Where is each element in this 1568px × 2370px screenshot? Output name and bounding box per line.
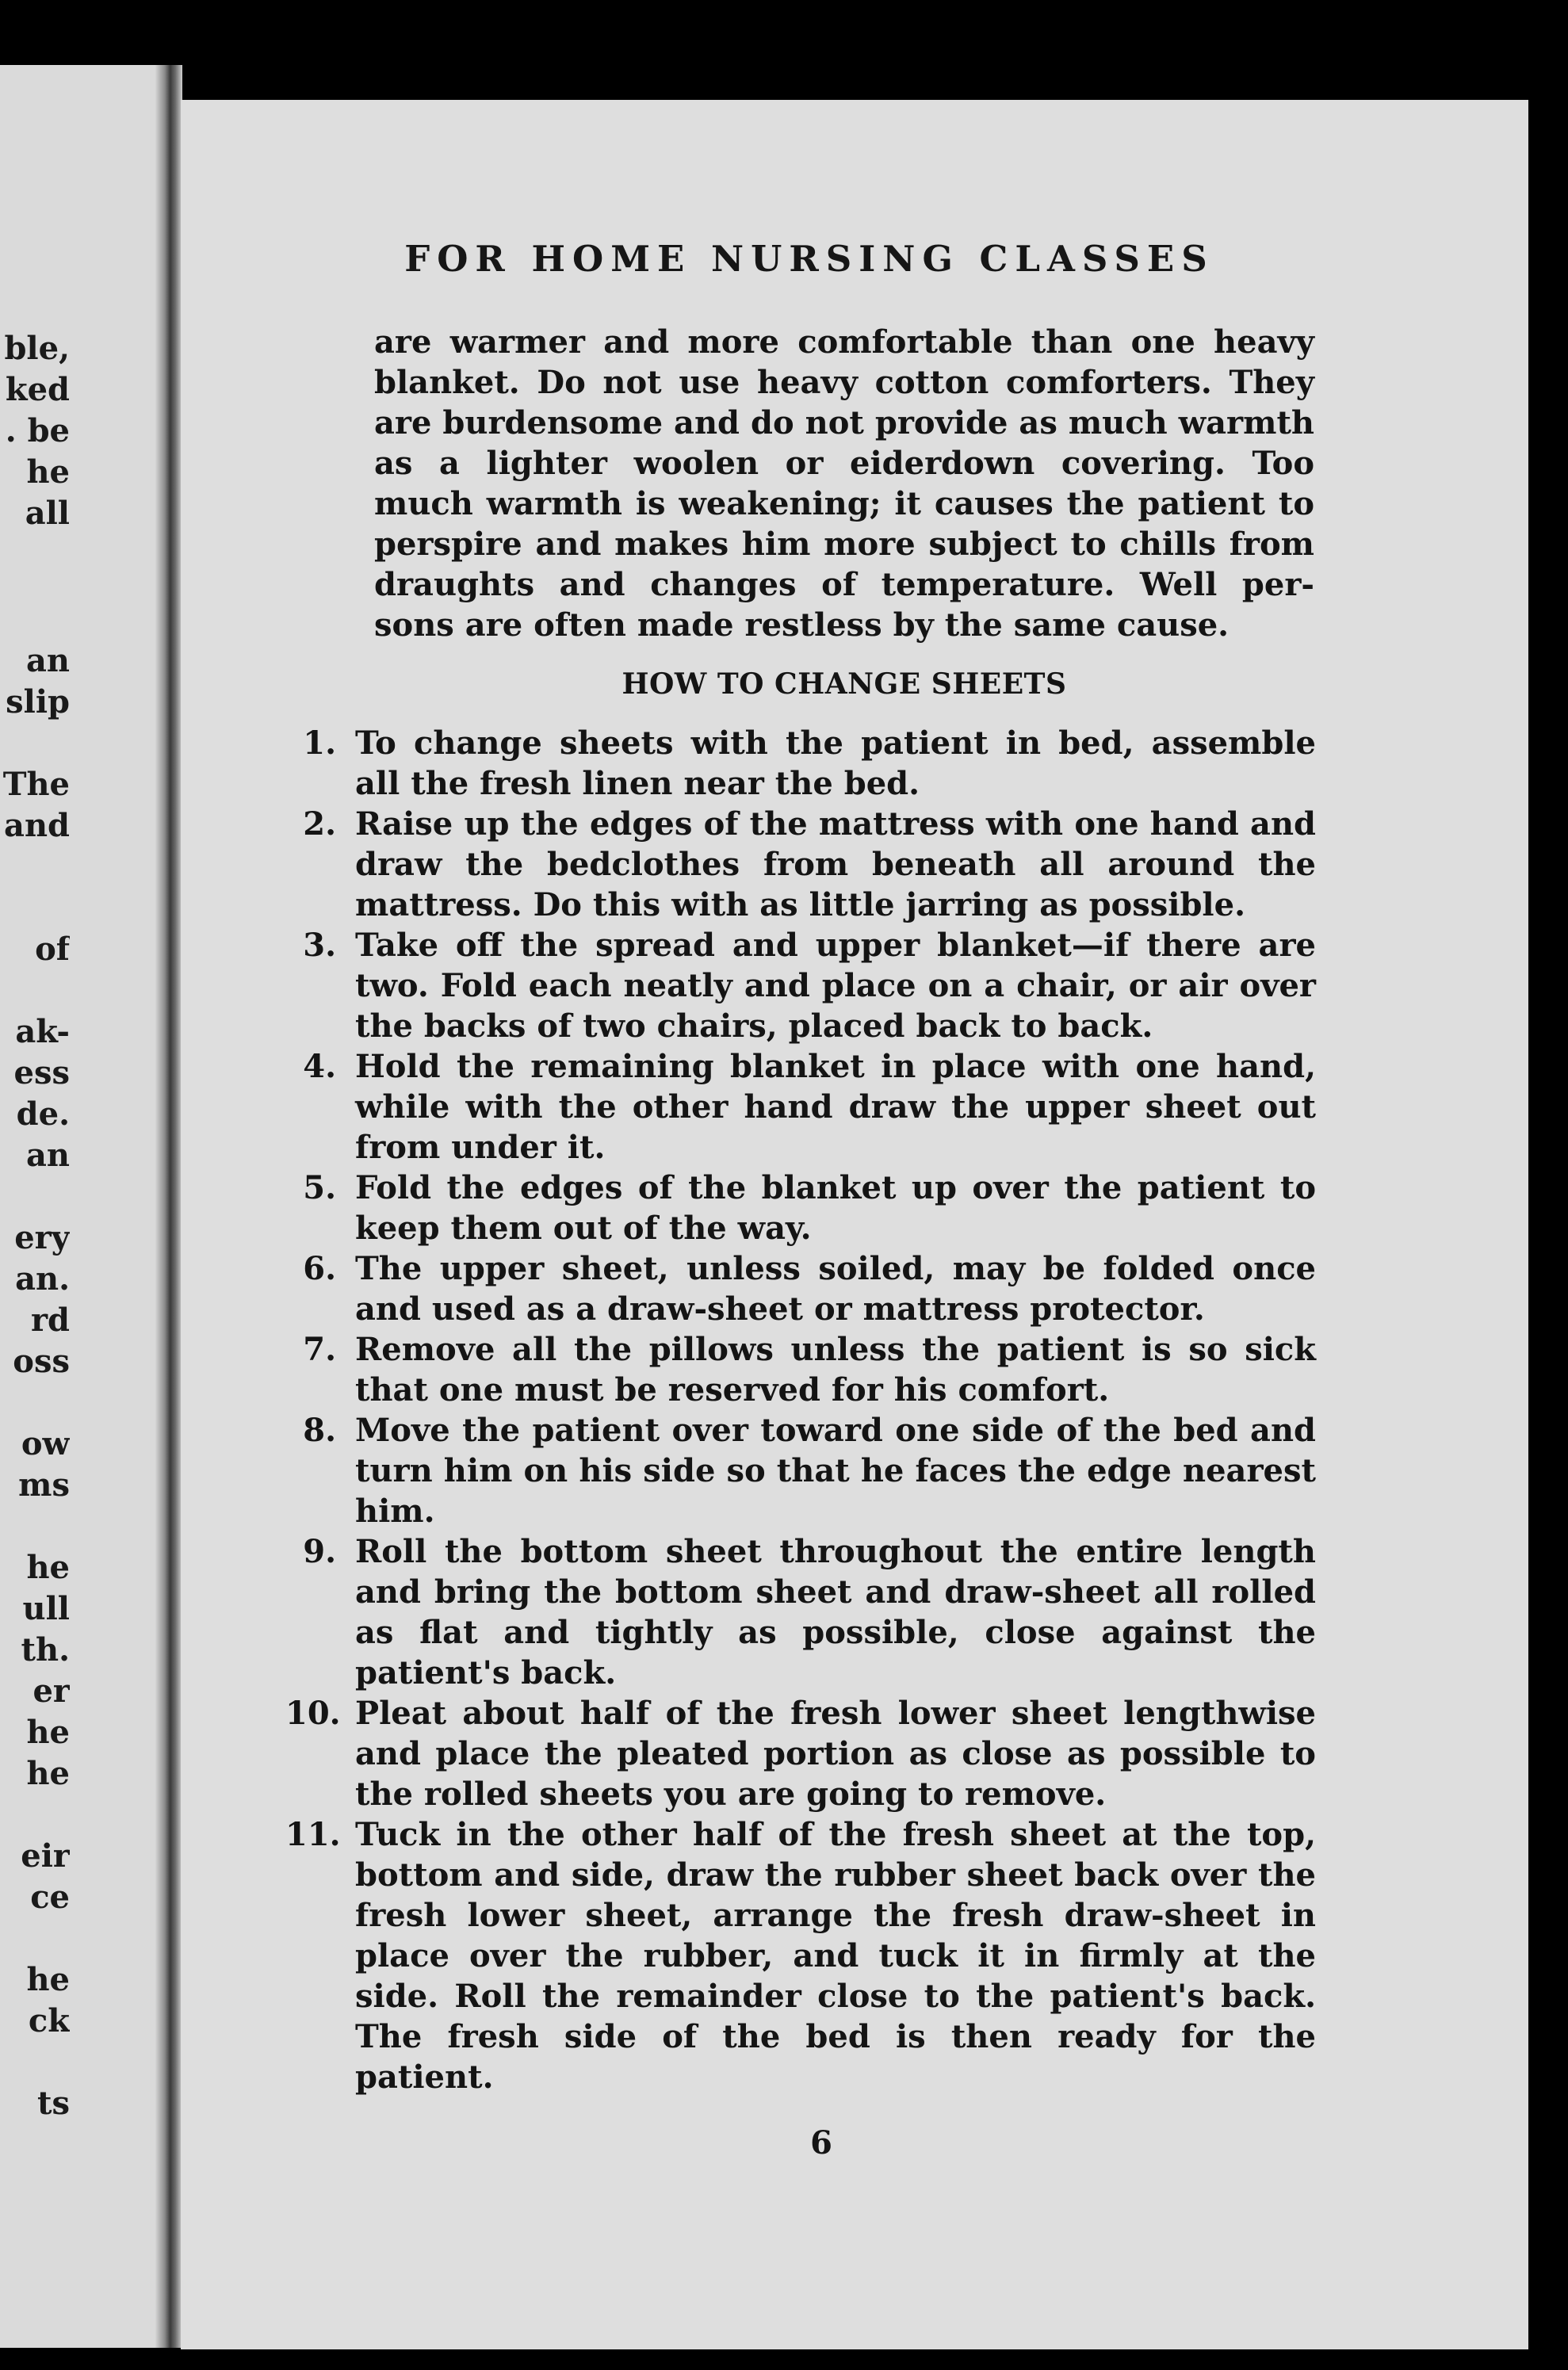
left-fragment: oss (13, 1343, 70, 1380)
list-item (285, 1531, 1316, 1693)
left-fragment: slip (6, 683, 70, 721)
left-fragment: he (26, 1961, 70, 1998)
intro-line: much warmth is weakening; it causes the patient to (374, 485, 1314, 522)
step-text: Hold the remaining blanket in place with one hand, while with the other hand draw the upper sheet out from under it. (355, 1048, 1316, 1166)
step-number: 1. (303, 724, 336, 762)
step-text: Tuck in the other half of the fresh sheet at the top, bottom and side, draw the rubber sheet back over the fresh lower sheet, arrange the fresh draw-sheet in place over the rubber, and tuck it in firmly at the side. Roll the remainder close to the patient's back. The fresh side of the bed is then ready for the patient. (355, 1816, 1316, 2096)
left-fragment: of (35, 931, 70, 968)
list-item (285, 723, 1316, 804)
left-page-text-fragments (0, 65, 70, 2348)
step-number: 2. (303, 805, 336, 843)
left-fragment: ck (28, 2002, 70, 2039)
steps-list (285, 723, 1316, 2097)
left-fragment: an (26, 1137, 70, 1174)
step-text: Fold the edges of the blanket up over the patient to keep them out of the way. (355, 1169, 1316, 1247)
list-item (285, 1410, 1316, 1531)
step-text: Pleat about half of the fresh lower sheet lengthwise and place the pleated portion as close as possible to the rolled sheets you are going to remove. (355, 1695, 1316, 1813)
left-fragment: ked (5, 371, 70, 408)
left-fragment: de. (16, 1095, 70, 1133)
intro-line: sons are often made restless by the same cause. (374, 606, 1230, 644)
running-head: FOR HOME NURSING CLASSES (404, 238, 1214, 280)
step-number: 3. (303, 927, 336, 964)
left-fragment: ull (22, 1590, 70, 1627)
step-number: 11. (285, 1816, 341, 1853)
left-fragment: he (26, 1755, 70, 1792)
left-fragment: ery (14, 1219, 70, 1256)
intro-line: draughts and changes of temperature. Well per- (374, 566, 1314, 603)
step-number: 10. (285, 1695, 341, 1732)
step-text: To change sheets with the patient in bed, assemble all the fresh linen near the bed. (355, 724, 1316, 802)
left-facing-page (0, 65, 163, 2348)
list-item (285, 1248, 1316, 1329)
list-item (285, 1814, 1316, 2097)
left-fragment: an. (15, 1260, 70, 1298)
step-number: 7. (303, 1331, 336, 1368)
left-fragment: ble, (4, 330, 70, 367)
step-number: 4. (303, 1048, 336, 1085)
list-item (285, 925, 1316, 1046)
left-fragment: ms (18, 1466, 70, 1504)
step-text: Raise up the edges of the mattress with one hand and draw the bedclothes from beneath all around the mattress. Do this with as little jarring as possible. (355, 805, 1316, 923)
intro-line: perspire and makes him more subject to chills from (374, 526, 1314, 563)
page-number: 6 (810, 2124, 832, 2162)
left-fragment: ts (37, 2085, 70, 2122)
left-fragment: ow (21, 1425, 70, 1462)
intro-line: as a lighter woolen or eiderdown covering. Too (374, 445, 1314, 482)
left-fragment: ak- (15, 1013, 70, 1050)
list-item (285, 1046, 1316, 1168)
left-fragment: eir (21, 1837, 70, 1875)
left-fragment: he (26, 453, 70, 491)
list-item (285, 1329, 1316, 1410)
intro-line: blanket. Do not use heavy cotton comforters. They (374, 364, 1314, 401)
left-fragment: . be (5, 412, 70, 449)
step-number: 9. (303, 1533, 336, 1570)
step-number: 8. (303, 1412, 336, 1449)
book-gutter (155, 65, 182, 2348)
step-text: Move the patient over toward one side of the bed and turn him on his side so that he faces the edge nearest him. (355, 1412, 1316, 1530)
step-text: Roll the bottom sheet throughout the entire length and bring the bottom sheet and draw-sheet all rolled as flat and tightly as possible, close against the patient's back. (355, 1533, 1316, 1691)
step-number: 5. (303, 1169, 336, 1206)
intro-paragraph (374, 322, 1314, 645)
step-text: The upper sheet, unless soiled, may be folded once and used as a draw-sheet or mattress protector. (355, 1250, 1316, 1328)
left-fragment: ce (30, 1879, 70, 1916)
left-fragment: The (2, 766, 70, 803)
section-title: HOW TO CHANGE SHEETS (621, 667, 1067, 701)
left-fragment: all (25, 495, 70, 532)
list-item (285, 1693, 1316, 1814)
left-fragment: rd (30, 1302, 70, 1339)
intro-line: are burdensome and do not provide as much warmth (374, 404, 1314, 442)
left-fragment: an (26, 642, 70, 679)
step-number: 6. (303, 1250, 336, 1287)
list-item (285, 804, 1316, 925)
left-fragment: ess (13, 1054, 70, 1091)
left-fragment: he (26, 1549, 70, 1586)
list-item (285, 1168, 1316, 1248)
left-fragment: he (26, 1714, 70, 1751)
step-text: Take off the spread and upper blanket—if there are two. Fold each neatly and place on a chair, or air over the backs of two chairs, placed back to back. (355, 927, 1316, 1045)
intro-line: are warmer and more comfortable than one heavy (374, 323, 1314, 361)
left-fragment: th. (21, 1631, 70, 1669)
left-fragment: and (4, 807, 70, 844)
step-text: Remove all the pillows unless the patient is so sick that one must be reserved for his comfort. (355, 1331, 1316, 1409)
left-fragment: er (33, 1672, 70, 1710)
